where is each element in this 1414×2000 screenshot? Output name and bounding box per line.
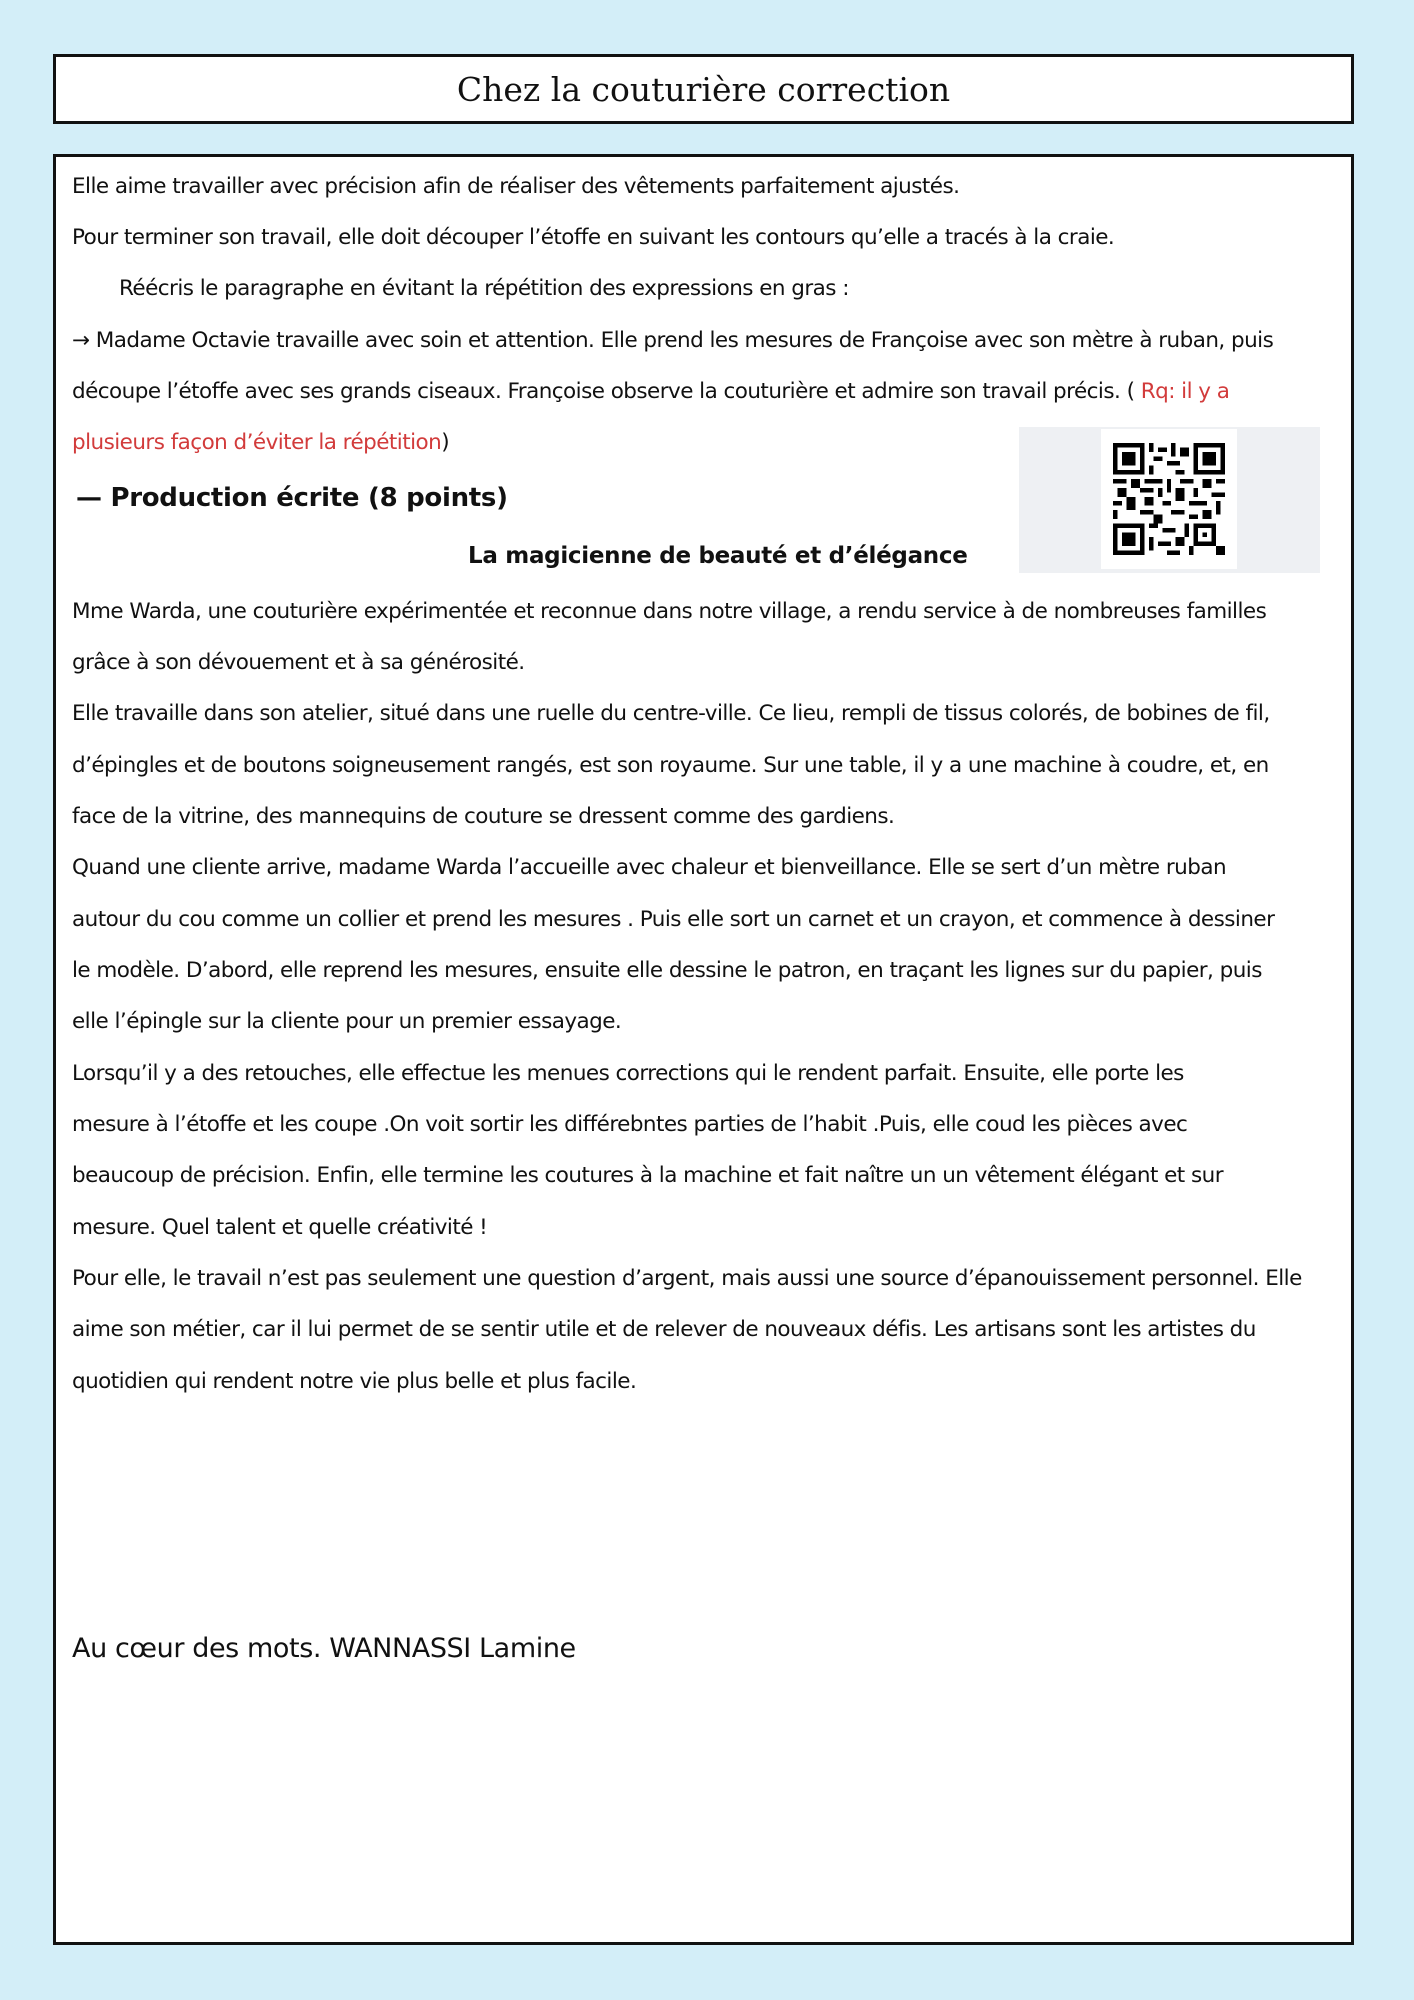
exercise-line: Elle aime travailler avec précision afin de réaliser des vêtements parfaitement ajustés.	[72, 174, 960, 199]
text-line: beaucoup de précision. Enfin, elle termine les coutures à la machine et fait naître un un vêtement élégant et sur	[72, 1163, 1223, 1188]
exercise-instruction: Réécris le paragraphe en évitant la répétition des expressions en gras :	[119, 276, 849, 301]
text-line: face de la vitrine, des mannequins de couture se dressent comme des gardiens.	[72, 804, 895, 829]
text-line: aime son métier, car il lui permet de se sentir utile et de relever de nouveaux défis. Les artisans sont les artistes du	[72, 1317, 1256, 1342]
text-line: Pour elle, le travail n’est pas seulement une question d’argent, mais aussi une source d’épanouissement personnel. Elle	[72, 1266, 1302, 1291]
closing-paren: )	[441, 430, 450, 455]
answer-text: découpe l’étoffe avec ses grands ciseaux. Françoise observe la couturière et admire son travail précis. (	[72, 379, 1141, 404]
qr-panel	[1019, 427, 1320, 573]
answer-line: → Madame Octavie travaille avec soin et attention. Elle prend les mesures de Françoise avec son mètre à ruban, puis	[72, 328, 1274, 353]
text-line: mesure à l’étoffe et les coupe .On voit sortir les différebntes parties de l’habit .Puis, elle coud les pièces avec	[72, 1112, 1188, 1137]
text-line: Quand une cliente arrive, madame Warda l’accueille avec chaleur et bienveillance. Elle se sert d’un mètre ruban	[72, 855, 1227, 880]
remark-text: plusieurs façon d’éviter la répétition	[72, 430, 442, 455]
text-line: elle l’épingle sur la cliente pour un premier essayage.	[72, 1009, 622, 1034]
title-box	[53, 54, 1354, 124]
production-heading: — Production écrite (8 points)	[76, 483, 508, 513]
text-line: mesure. Quel talent et quelle créativité !	[72, 1215, 488, 1240]
text-line: Mme Warda, une couturière expérimentée et reconnue dans notre village, a rendu service à de nombreuses familles	[72, 599, 1267, 624]
text-line: quotidien qui rendent notre vie plus belle et plus facile.	[72, 1369, 637, 1394]
answer-line	[72, 378, 1229, 406]
remark-text: Rq: il y a	[1140, 379, 1230, 404]
qr-code-graphic	[1113, 443, 1225, 555]
production-subtitle: La magicienne de beauté et d’élégance	[468, 543, 968, 569]
text-line: d’épingles et de boutons soigneusement rangés, est son royaume. Sur une table, il y a une machine à coudre, et, en	[72, 753, 1269, 778]
answer-line	[72, 429, 449, 457]
author-signature: Au cœur des mots. WANNASSI Lamine	[72, 1633, 576, 1664]
text-line: Lorsqu’il y a des retouches, elle effectue les menues corrections qui le rendent parfait. Ensuite, elle porte les	[72, 1061, 1184, 1086]
exercise-line: Pour terminer son travail, elle doit découper l’étoffe en suivant les contours qu’elle a tracés à la craie.	[72, 225, 1115, 250]
text-line: grâce à son dévouement et à sa générosité.	[72, 650, 525, 675]
content-box	[53, 154, 1354, 1945]
text-line: autour du cou comme un collier et prend les mesures . Puis elle sort un carnet et un crayon, et commence à dessiner	[72, 907, 1275, 932]
qr-code-icon	[1101, 429, 1237, 569]
text-line: Elle travaille dans son atelier, situé dans une ruelle du centre-ville. Ce lieu, rempli de tissus colorés, de bobines de fil,	[72, 701, 1270, 726]
text-line: le modèle. D’abord, elle reprend les mesures, ensuite elle dessine le patron, en traçant les lignes sur du papier, puis	[72, 958, 1262, 983]
page-title: Chez la couturière correction	[456, 69, 951, 109]
